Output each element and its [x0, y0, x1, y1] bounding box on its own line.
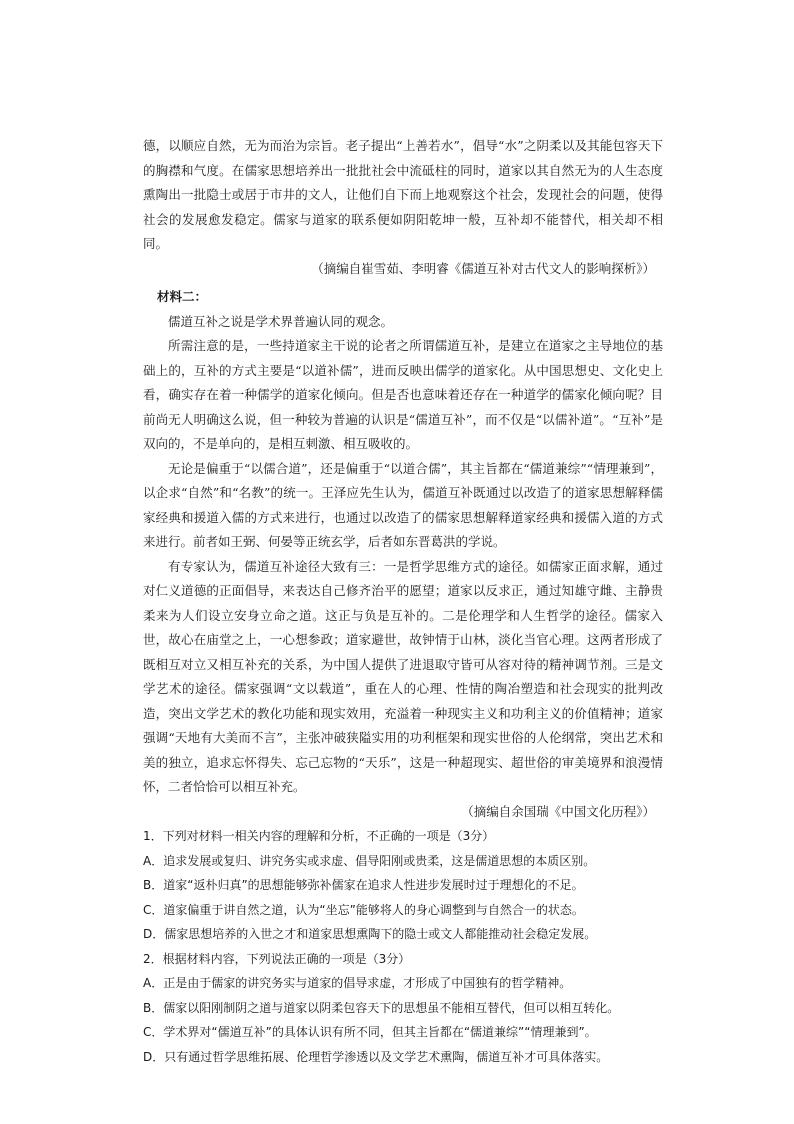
question-option: A．追求发展或复归、讲究务实或求虚、倡导阳刚或贵柔，这是儒道思想的本质区别。: [143, 853, 596, 868]
question-stem: 1．下列对材料一相关内容的理解和分析，不正确的一项是（3分）: [143, 829, 495, 843]
question-option: C．学术界对“儒道互补”的具体认识有所不同，但其主旨都在“儒道兼综”“情理兼到”。: [143, 1025, 597, 1039]
question-option: D．只有通过哲学思维拓展、伦理哲学渗透以及文学艺术熏陶，儒道互补才可具体落实。: [143, 1049, 609, 1064]
question-1: [143, 824, 663, 947]
material2-paragraph: 儒道互补之说是学术界普遍认同的观念。: [168, 313, 394, 329]
material2-source: （摘编自余国瑞《中国文化历程》）: [461, 803, 655, 819]
question-option: D．儒家思想培养的入世之才和道家思想熏陶下的隐士或文人都能推动社会稳定发展。: [143, 927, 597, 941]
question-option: C．道家偏重于讲自然之道，认为“坐忘”能够将人的身心调整到与自然合一的状态。: [143, 902, 584, 917]
question-option: B．道家“返朴归真”的思想能够弥补儒家在追求人性进步发展时过于理想化的不足。: [143, 878, 584, 892]
question-2: [143, 947, 663, 1070]
exam-page: [143, 134, 663, 1069]
material2-heading: 材料二：: [157, 289, 208, 304]
question-option: A．正是由于儒家的讲究务实与道家的倡导求虚，才形成了中国独有的哲学精神。: [143, 976, 572, 990]
question-option: B．儒家以阳刚制阴之道与道家以阴柔包容天下的思想虽不能相互替代，但可以相互转化。: [143, 1000, 620, 1015]
material1-source: （摘编自崔雪茹、李明睿《儒道互补对古代文人的影响探析》）: [311, 260, 655, 276]
material2-paragraph: 所需注意的是，一些持道家主干说的论者之所谓儒道互补，是建立在道家之主导地位的基础上的，互补的方式主要是“以道补儒”，进而反映出儒学的道家化。从中国思想史、文化史上看，确实存在着一种儒学的道家化倾向。但是否也意味着还存在一种道学的儒家化倾向呢？目前尚无人明确这么说，但一种较为普遍的认识是“儒道互补”，而不仅是“以儒补道”。“互补”是双向的，不是单向的，是相互刺激、相互吸收的。: [143, 338, 663, 451]
material2-paragraph: 无论是偏重于“以儒合道”，还是偏重于“以道合儒”，其主旨都在“儒道兼综”“情理兼到”，以企求“自然”和“名教”的统一。王泽应先生认为，儒道互补既通过以改造了的道家思想解释儒家经典和援道入儒的方式来进行，也通过以改造了的儒家思想解释道家经典和援儒入道的方式来进行。前者如王弼、何晏等正统玄学，后者如东晋葛洪的学说。: [143, 460, 663, 549]
question-stem: 2．根据材料内容，下列说法正确的一项是（3分）: [143, 951, 411, 966]
material2-paragraph: 有专家认为，儒道互补途径大致有三：一是哲学思维方式的途径。如儒家正面求解，通过对仁义道德的正面倡导，来表达自己修齐治平的愿望；道家以反求正，通过知雄守雌、主静贵柔来为人们设立安身立命之道。这正与负是互补的。二是伦理学和人生哲学的途径。儒家入世，故心在庙堂之上，一心想参政；道家避世，故钟情于山林，淡化当官心理。这两者形成了既相互对立又相互补充的关系，为中国人提供了进退取守皆可从容对待的精神调节剂。三是文学艺术的途径。儒家强调“文以载道”，重在人的心理、性情的陶冶塑造和社会现实的批判改造，突出文学艺术的教化功能和现实效用，充溢着一种现实主义和功利主义的价值精神；道家强调“天地有大美而不言”，主张冲破狭隘实用的功利框架和现实世俗的人伦纲常，突出艺术和美的独立，追求忘怀得失、忘己忘物的“天乐”，这是一种超现实、超世俗的审美境界和浪漫情怀，二者恰恰可以相互补充。: [143, 558, 663, 794]
material1-paragraph: 德，以顺应自然，无为而治为宗旨。老子提出“上善若水”，倡导“水”之阴柔以及其能包容天下的胸襟和气度。在儒家思想培养出一批批社会中流砥柱的同时，道家以其自然无为的人生态度熏陶出一批隐士或居于市井的文人，让他们自下而上地观察这个社会，发现社会的问题，使得社会的发展愈发稳定。儒家与道家的联系便如阴阳乾坤一般，互补却不能替代，相关却不相同。: [143, 138, 663, 251]
